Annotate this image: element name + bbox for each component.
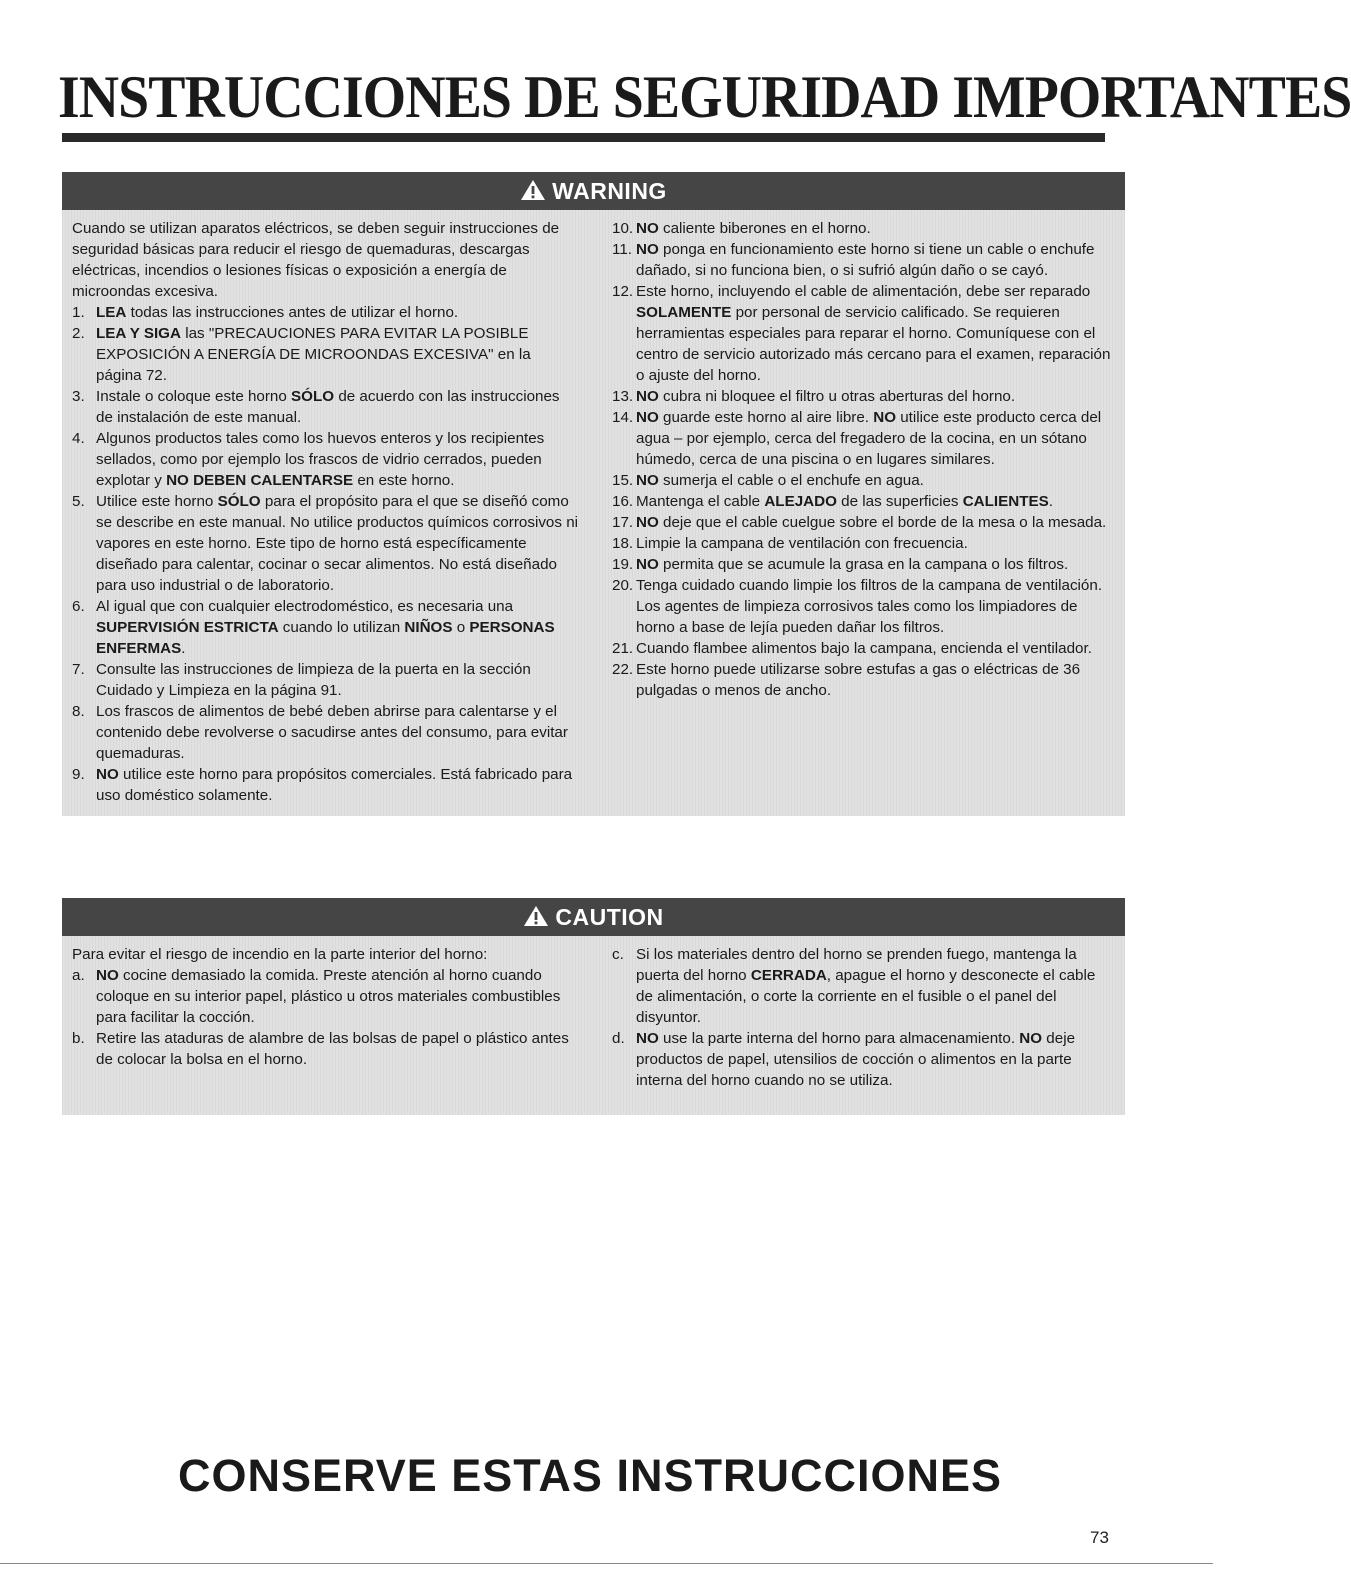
item-number: 2. <box>72 325 85 342</box>
caution-header-label: CAUTION <box>555 904 664 930</box>
list-item <box>72 659 578 701</box>
footer-title: CONSERVE ESTAS INSTRUCCIONES <box>178 1450 1002 1501</box>
list-item <box>612 1028 1112 1091</box>
emphasis-text: CERRADA <box>750 967 827 984</box>
item-text: Al igual que con cualquier electrodoméstico, es necesaria una <box>96 598 514 615</box>
list-item <box>612 470 1112 491</box>
emphasis-text: NO <box>1019 1030 1043 1047</box>
emphasis-text: SUPERVISIÓN ESTRICTA <box>96 619 279 636</box>
list-item <box>72 701 578 764</box>
caution-list-right <box>612 944 1112 1091</box>
item-text: sumerja el cable o el enchufe en agua. <box>658 472 924 489</box>
warning-triangle-icon <box>523 905 549 927</box>
item-text: caliente biberones en el horno. <box>658 220 871 237</box>
emphasis-text: CALIENTES <box>962 493 1049 510</box>
emphasis-text: NO <box>636 556 659 573</box>
item-number: 8. <box>72 703 85 720</box>
item-text: . <box>181 640 186 657</box>
item-text: guarde este horno al aire libre. <box>658 409 874 426</box>
item-text: Los frascos de alimentos de bebé deben abrirse para calentarse y el contenido debe revolverse o sacudirse antes del consumo, para evitar quemaduras. <box>96 703 568 762</box>
bottom-rule <box>0 1563 1213 1564</box>
emphasis-text: SOLAMENTE <box>636 304 732 321</box>
item-text: utilice este horno para propósitos comerciales. Está fabricado para uso doméstico solamente. <box>96 766 573 804</box>
page-number: 73 <box>1090 1528 1109 1547</box>
caution-left-column <box>72 944 592 1091</box>
list-item <box>612 575 1112 638</box>
item-number: c. <box>612 946 624 963</box>
emphasis-text: PERSONAS ENFERMAS <box>96 619 555 657</box>
item-text: . <box>1048 493 1054 510</box>
list-item <box>72 1028 578 1070</box>
item-text: Utilice este horno <box>96 493 218 510</box>
item-number: 21. <box>612 640 634 657</box>
list-item <box>72 596 578 659</box>
list-item <box>612 659 1112 701</box>
emphasis-text: NIÑOS <box>404 619 453 636</box>
item-number: 1. <box>72 304 85 321</box>
warning-header-label: WARNING <box>552 178 667 204</box>
emphasis-text: NO <box>636 241 659 258</box>
emphasis-text: LEA Y SIGA <box>96 325 181 342</box>
item-text: , apague el horno y desconecte el cable de alimentación, o corte la corriente en el fusible o el panel del disyuntor. <box>636 967 1096 1026</box>
item-text: Mantenga el cable <box>636 493 765 510</box>
item-number: 18. <box>612 535 634 552</box>
item-number: 15. <box>612 472 634 489</box>
list-item <box>612 533 1112 554</box>
item-text: para el propósito para el que se diseñó como se describe en este manual. No utilice productos químicos corrosivos ni vapores en este horno. Este tipo de horno está específicamente diseñado para calentar, cocinar o secar alimentos. No está diseñado para uso industrial o de laboratorio. <box>96 493 579 594</box>
item-number: d. <box>612 1030 625 1047</box>
caution-right-column <box>592 944 1112 1091</box>
emphasis-text: NO DEBEN CALENTARSE <box>166 472 354 489</box>
list-item <box>72 764 578 806</box>
list-item <box>612 491 1112 512</box>
item-text: en este horno. <box>353 472 455 489</box>
list-item <box>612 386 1112 407</box>
item-number: 10. <box>612 220 634 237</box>
item-text: Instale o coloque este horno <box>96 388 292 405</box>
item-number: 3. <box>72 388 85 405</box>
item-text: Este horno, incluyendo el cable de alimentación, debe ser reparado <box>636 283 1091 300</box>
item-text: Consulte las instrucciones de limpieza de la puerta en la sección Cuidado y Limpieza en la página 91. <box>96 661 531 699</box>
item-number: 12. <box>612 283 634 300</box>
item-text: Limpie la campana de ventilación con frecuencia. <box>636 535 968 552</box>
item-text: deje que el cable cuelgue sobre el borde de la mesa o la mesada. <box>658 514 1107 531</box>
emphasis-text: NO <box>636 388 659 405</box>
list-item <box>612 407 1112 470</box>
emphasis-text: NO <box>96 766 119 783</box>
caution-header <box>62 898 1125 936</box>
item-text: de acuerdo con las instrucciones de instalación de este manual. <box>96 388 560 426</box>
list-item <box>612 512 1112 533</box>
warning-right-column <box>592 218 1112 806</box>
item-text: cuando lo utilizan <box>278 619 405 636</box>
list-item <box>72 302 578 323</box>
emphasis-text: SÓLO <box>217 493 261 510</box>
item-number: 13. <box>612 388 634 405</box>
item-number: 11. <box>612 241 632 258</box>
list-item <box>612 218 1112 239</box>
item-text: Tenga cuidado cuando limpie los filtros de la campana de ventilación. Los agentes de limpieza corrosivos tales como los limpiadores de horno a base de lejía pueden dañar los filtros. <box>636 577 1103 636</box>
item-number: b. <box>72 1030 85 1047</box>
warning-intro: Cuando se utilizan aparatos eléctricos, se deben seguir instrucciones de seguridad básicas para reducir el riesgo de quemaduras, descargas eléctricas, incendios o lesiones físicas o exposición a energía de microondas excesiva. <box>72 220 560 300</box>
item-text: permita que se acumule la grasa en la campana o los filtros. <box>658 556 1069 573</box>
emphasis-text: NO <box>96 967 119 984</box>
emphasis-text: NO <box>636 514 659 531</box>
item-text: o <box>452 619 470 636</box>
warning-triangle-icon <box>520 179 546 201</box>
list-item <box>72 323 578 386</box>
item-text: de las superficies <box>836 493 963 510</box>
title-rule <box>62 133 1105 142</box>
emphasis-text: NO <box>873 409 897 426</box>
warning-header <box>62 172 1125 210</box>
warning-list-left <box>72 302 578 806</box>
item-number: 14. <box>612 409 634 426</box>
emphasis-text: NO <box>636 472 659 489</box>
item-number: 9. <box>72 766 85 783</box>
item-text: ponga en funcionamiento este horno si tiene un cable o enchufe dañado, si no funciona bien, o si sufrió algún daño o se cayó. <box>636 241 1095 279</box>
item-text: Algunos productos tales como los huevos enteros y los recipientes sellados, como por ejemplo los frascos de vidrio cerrados, pueden explotar y <box>96 430 545 489</box>
item-text: cocine demasiado la comida. Preste atención al horno cuando coloque en su interior papel, plástico u otros materiales combustibles para facilitar la cocción. <box>96 967 561 1026</box>
caution-box <box>62 898 1125 1115</box>
item-text: por personal de servicio calificado. Se requieren herramientas especiales para reparar el horno. Comuníquese con el centro de servicio autorizado más cercano para el examen, reparación o ajuste del horno. <box>636 304 1111 384</box>
emphasis-text: ALEJADO <box>764 493 837 510</box>
warning-list-right <box>612 218 1112 701</box>
list-item <box>72 965 578 1028</box>
emphasis-text: NO <box>636 220 659 237</box>
emphasis-text: SÓLO <box>291 388 335 405</box>
item-text: Este horno puede utilizarse sobre estufas a gas o eléctricas de 36 pulgadas o menos de ancho. <box>636 661 1081 699</box>
list-item <box>612 239 1112 281</box>
item-number: 22. <box>612 661 634 678</box>
item-text: todas las instrucciones antes de utilizar el horno. <box>126 304 459 321</box>
list-item <box>612 638 1112 659</box>
item-text: utilice este producto cerca del agua – por ejemplo, cerca del fregadero de la cocina, en un sótano húmedo, cerca de una piscina o en lugares similares. <box>636 409 1102 468</box>
list-item <box>72 428 578 491</box>
emphasis-text: NO <box>636 409 659 426</box>
warning-left-column <box>72 218 592 806</box>
warning-box <box>62 172 1125 816</box>
item-number: 20. <box>612 577 634 594</box>
item-number: a. <box>72 967 85 984</box>
item-number: 16. <box>612 493 634 510</box>
list-item <box>72 491 578 596</box>
item-number: 4. <box>72 430 85 447</box>
item-text: Cuando flambee alimentos bajo la campana, encienda el ventilador. <box>636 640 1092 657</box>
item-text: cubra ni bloquee el filtro u otras aberturas del horno. <box>658 388 1016 405</box>
caution-intro: Para evitar el riesgo de incendio en la parte interior del horno: <box>72 946 488 963</box>
page-title: INSTRUCCIONES DE SEGURIDAD IMPORTANTES <box>58 64 1351 130</box>
item-number: 19. <box>612 556 634 573</box>
list-item <box>612 944 1112 1028</box>
list-item <box>612 281 1112 386</box>
caution-list-left <box>72 965 578 1070</box>
list-item <box>612 554 1112 575</box>
item-number: 7. <box>72 661 85 678</box>
emphasis-text: LEA <box>96 304 127 321</box>
item-text: use la parte interna del horno para almacenamiento. <box>658 1030 1020 1047</box>
emphasis-text: NO <box>636 1030 659 1047</box>
item-text: Si los materiales dentro del horno se prenden fuego, mantenga la puerta del horno <box>636 946 1077 984</box>
item-number: 5. <box>72 493 85 510</box>
item-text: Retire las ataduras de alambre de las bolsas de papel o plástico antes de colocar la bolsa en el horno. <box>96 1030 569 1068</box>
item-number: 17. <box>612 514 634 531</box>
item-text: las "PRECAUCIONES PARA EVITAR LA POSIBLE EXPOSICIÓN A ENERGÍA DE MICROONDAS EXCESIVA" en la página 72. <box>96 325 531 384</box>
list-item <box>72 386 578 428</box>
item-number: 6. <box>72 598 85 615</box>
item-text: deje productos de papel, utensilios de cocción o alimentos en la parte interna del horno cuando no se utiliza. <box>636 1030 1076 1089</box>
